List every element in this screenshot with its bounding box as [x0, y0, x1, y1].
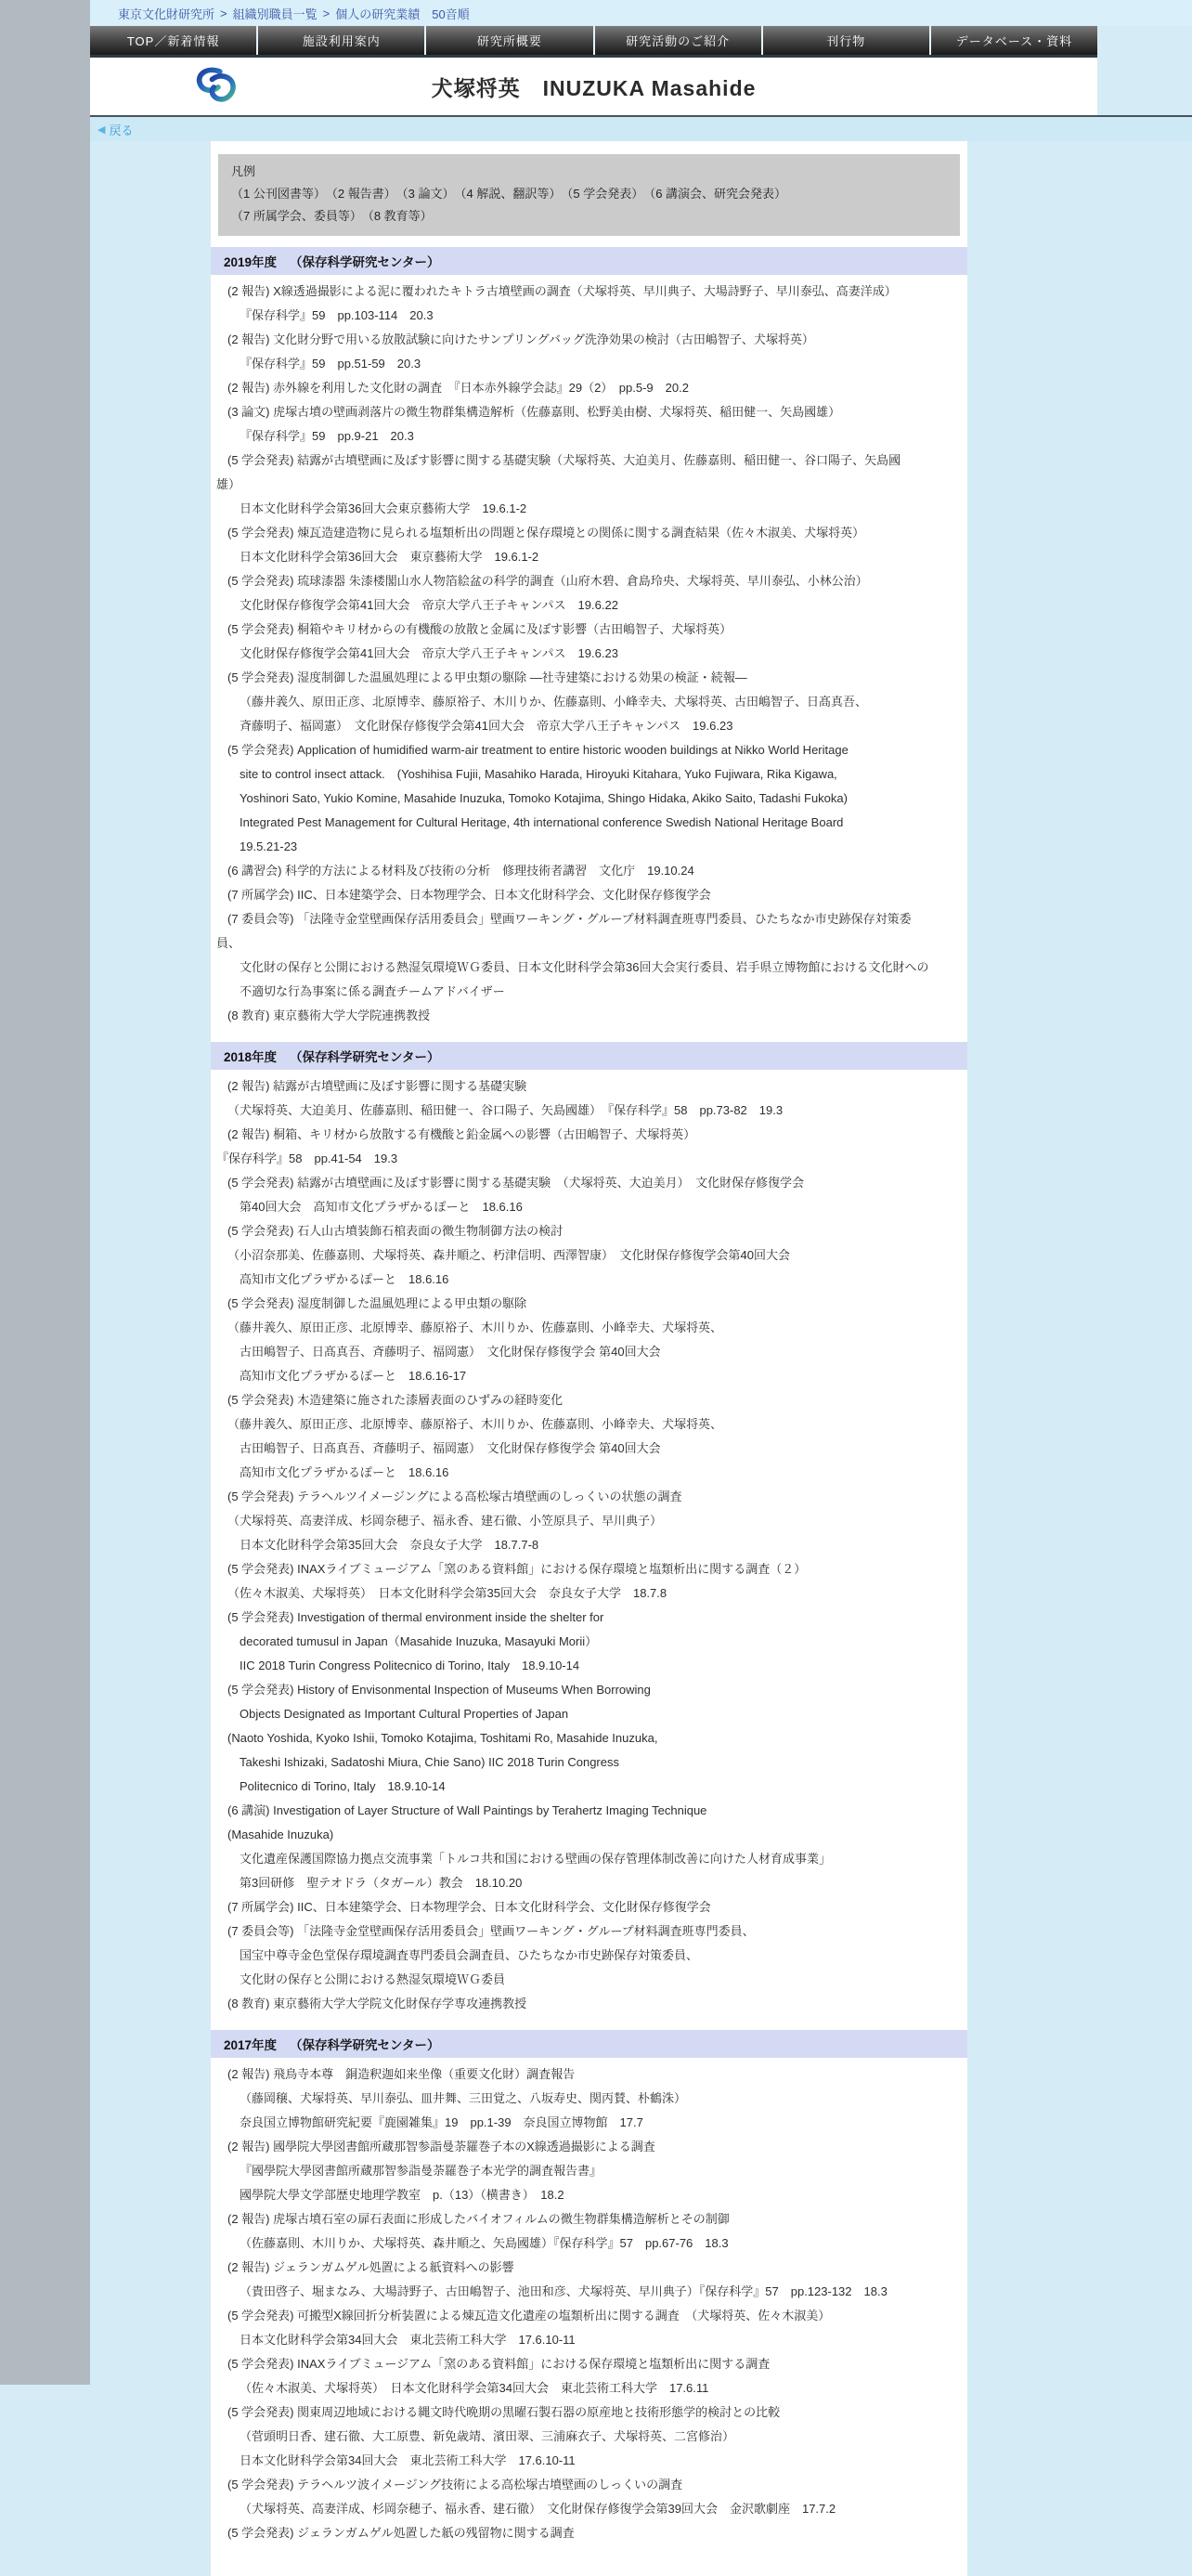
publication-line: 『國學院大學図書館所蔵那智参詣曼荼羅巻子本光学的調査報告書』 — [240, 2164, 602, 2178]
publication-line: (5 学会発表) Investigation of thermal environment inside the shelter for — [227, 1610, 604, 1624]
back-link[interactable] — [97, 121, 133, 138]
publication-line: 日本文化財科学会第35回大会 奈良女子大学 18.7.7-8 — [240, 1538, 539, 1552]
publication-line: (2 報告) 虎塚古墳石室の扉石表面に形成したバイオフィルムの微生物群集構造解析とその制御 — [227, 2212, 730, 2226]
page-content — [90, 0, 1192, 2576]
publication-line: 古田嶋智子、日髙真吾、斉藤明子、福岡憲） 文化財保存修復学会 第40回大会 — [240, 1441, 661, 1455]
publication-line: (3 論文) 虎塚古墳の壁画剥落片の微生物群集構造解析（佐藤嘉則、松野美由樹、犬塚将英、稲田健一、矢島國雄） — [227, 405, 841, 419]
publication-line: (2 報告) 赤外線を利用した文化財の調査 『日本赤外線学会誌』29（2） pp.5-9 20.2 — [227, 381, 689, 395]
legend-line: （1 公刊図書等） （2 報告書） （3 論文） （4 解説、翻訳等） （5 学会発表） （6 講演会、研究会発表） — [231, 187, 787, 201]
main-nav — [90, 26, 1097, 55]
publications-panel — [211, 141, 967, 2576]
publication-line: (Masahide Inuzuka) — [227, 1828, 334, 1841]
year-label: 2017年度 — [224, 2038, 278, 2052]
back-bar — [90, 115, 1192, 141]
publication-line: 第40回大会 高知市文化プラザかるぽーと 18.6.16 — [240, 1200, 523, 1214]
page-left-margin — [0, 0, 90, 2385]
publication-line: 國學院大學文学部歴史地理学教室 p.（13）（横書き） 18.2 — [240, 2188, 564, 2202]
publication-line: 不適切な行為事案に係る調査チームアドバイザー — [240, 984, 505, 998]
publication-line: (5 学会発表) 結露が古墳壁画に及ぼす影響に関する基礎実験 （犬塚将英、大迫美月） 文化財保存修復学会 — [227, 1176, 805, 1190]
publication-line: (5 学会発表) 桐箱やキリ材からの有機酸の放散と金属に及ぼす影響（古田嶋智子、犬塚将英） — [227, 622, 732, 636]
publication-line: Yoshinori Sato, Yukio Komine, Masahide Inuzuka, Tomoko Kotajima, Shingo Hidaka, Akiko Saito, Tadashi Fukoka) — [240, 791, 848, 805]
publication-line: (5 学会発表) Application of humidified warm-air treatment to entire historic wooden buildings at Nikko World Heritage — [227, 743, 849, 757]
page-title: 犬塚将英 INUZUKA Masahide — [431, 75, 757, 100]
publication-line: （藤井義久、原田正彦、北原博幸、藤原裕子、木川りか、佐藤嘉則、小峰幸夫、犬塚将英、古田嶋智子、日髙真吾、 — [240, 695, 868, 709]
publication-line: (8 教育) 東京藝術大学大学院連携教授 — [227, 1008, 431, 1022]
publication-line: site to control insect attack. (Yoshihisa Fujii, Masahiko Harada, Hiroyuki Kitahara, Yuko Fujiwara, Rika Kigawa, — [240, 767, 837, 781]
site-header — [90, 58, 1097, 115]
publication-line: 雄） — [216, 477, 241, 491]
publication-line: (2 報告) 飛鳥寺本尊 銅造釈迦如来坐像（重要文化財）調査報告 — [227, 2067, 576, 2081]
publication-line: 日本文化財科学会第36回大会東京藝術大学 19.6.1-2 — [240, 501, 527, 515]
publication-line: （藤岡穣、犬塚将英、早川泰弘、皿井舞、三田覚之、八坂寿史、関丙賛、朴鶴洙） — [240, 2091, 687, 2105]
back-label: 戻る — [109, 123, 134, 137]
publication-line: (5 学会発表) 石人山古墳装飾石棺表面の微生物制御方法の検討 — [227, 1224, 564, 1238]
publication-line: 19.5.21-23 — [240, 839, 298, 853]
publication-line: （貴田啓子、堀まなみ、大場詩野子、古田嶋智子、池田和彦、犬塚将英、早川典子）『保存科学』57 pp.123-132 18.3 — [240, 2284, 888, 2298]
legend-line: （7 所属学会、委員等） （8 教育等） — [231, 209, 433, 223]
publication-line: (7 委員会等) 「法隆寺金堂壁画保存活用委員会」壁画ワーキング・グループ材料調査班専門委員、ひたちなか市史跡保存対策委 — [227, 912, 912, 926]
affiliation-label: （保存科学研究センター） — [290, 1050, 440, 1064]
back-arrow-icon: ◀ — [97, 124, 106, 136]
publication-line: 文化遺産保護国際協力拠点交流事業「トルコ共和国における壁画の保存管理体制改善に向けた人材育成事業」 — [240, 1852, 832, 1866]
publication-line: 日本文化財科学会第36回大会 東京藝術大学 19.6.1-2 — [240, 550, 539, 564]
publication-line: decorated tumusul in Japan（Masahide Inuzuka, Masayuki Morii） — [240, 1634, 598, 1648]
publication-line: 『保存科学』58 pp.41-54 19.3 — [216, 1151, 398, 1165]
legend-title: 凡例 — [231, 164, 256, 178]
publication-line: (6 講演) Investigation of Layer Structure of Wall Paintings by Terahertz Imaging Technique — [227, 1803, 707, 1817]
publication-line: （小沼奈那美、佐藤嘉則、犬塚将英、森井順之、朽津信明、西澤智康） 文化財保存修復学会第40回大会 — [227, 1248, 790, 1262]
publication-line: 文化財保存修復学会第41回大会 帝京大学八王子キャンパス 19.6.23 — [240, 646, 618, 660]
breadcrumb-separator: > — [322, 6, 330, 20]
publication-line: (5 学会発表) INAXライブミュージアム「窯のある資料館」における保存環境と塩類析出に関する調査（２） — [227, 1562, 807, 1576]
publication-line: (2 報告) X線透過撮影による泥に覆われたキトラ古墳壁画の調査（犬塚将英、早川典子、大場詩野子、早川泰弘、高妻洋成） — [227, 284, 897, 298]
publication-line: IIC 2018 Turin Congress Politecnico di Torino, Italy 18.9.10-14 — [240, 1659, 580, 1672]
publication-line: Integrated Pest Management for Cultural Heritage, 4th international conference Swedish National Heritage Board — [240, 815, 844, 829]
publication-line: Takeshi Ishizaki, Sadatoshi Miura, Chie Sano) IIC 2018 Turin Congress — [240, 1755, 619, 1769]
year-section — [211, 2030, 967, 2548]
affiliation-label: （保存科学研究センター） — [290, 255, 440, 269]
nav-tab-5[interactable]: 刊行物 — [763, 26, 929, 55]
publication-line: 文化財保存修復学会第41回大会 帝京大学八王子キャンパス 19.6.22 — [240, 598, 618, 612]
publication-line: 員、 — [216, 936, 241, 950]
publication-line: 『保存科学』59 pp.103-114 20.3 — [240, 308, 434, 322]
publication-line: 古田嶋智子、日髙真吾、斉藤明子、福岡憲） 文化財保存修復学会 第40回大会 — [240, 1345, 661, 1359]
publication-line: （菅頭明日香、建石徹、大工原豊、新免歳靖、濱田翠、三浦麻衣子、犬塚将英、二宮修治） — [240, 2429, 735, 2443]
year-label: 2018年度 — [224, 1050, 278, 1064]
publication-line: （佐々木淑美、犬塚将英） 日本文化財科学会第34回大会 東北芸術工科大学 17.6.11 — [240, 2381, 709, 2395]
publication-line: 『保存科学』59 pp.51-59 20.3 — [240, 357, 421, 371]
nav-tab-3[interactable]: 研究所概要 — [426, 26, 592, 55]
publication-line: 高知市文化プラザかるぽーと 18.6.16 — [240, 1465, 449, 1479]
publication-sections — [211, 247, 967, 2548]
year-section-header — [211, 1042, 967, 1070]
publication-line: (5 学会発表) テラヘルツ波イメージング技術による高松塚古墳壁画のしっくいの調査 — [227, 2478, 683, 2491]
publication-line: 『保存科学』59 pp.9-21 20.3 — [240, 429, 414, 443]
publication-line: 高知市文化プラザかるぽーと 18.6.16 — [240, 1272, 449, 1286]
publication-lines — [211, 275, 967, 1031]
publication-line: 高知市文化プラザかるぽーと 18.6.16-17 — [240, 1369, 467, 1383]
publication-line: (7 委員会等) 「法隆寺金堂壁画保存活用委員会」壁画ワーキング・グループ材料調査班専門委員、 — [227, 1924, 755, 1938]
main-nav-wrapper — [90, 26, 1097, 58]
publication-line: (7 所属学会) IIC、日本建築学会、日本物理学会、日本文化財科学会、文化財保存修復学会 — [227, 888, 711, 902]
affiliation-label: （保存科学研究センター） — [290, 2038, 440, 2052]
publication-line: Politecnico di Torino, Italy 18.9.10-14 — [240, 1779, 446, 1793]
breadcrumb-separator: > — [220, 6, 227, 20]
publication-line: (2 報告) ジェランガムゲル処置による紙資料への影響 — [227, 2260, 514, 2274]
publication-line: (2 報告) 桐箱、キリ材から放散する有機酸と鉛金属への影響（古田嶋智子、犬塚将英） — [227, 1127, 696, 1141]
legend-box — [218, 154, 960, 236]
breadcrumb-link[interactable]: 個人の研究業績 50音順 — [335, 7, 470, 21]
publication-line: 奈良国立博物館研究紀要『鹿園雑集』19 pp.1-39 奈良国立博物館 17.7 — [240, 2115, 643, 2129]
publication-line: (5 学会発表) 木造建築に施された漆層表面のひずみの経時変化 — [227, 1393, 564, 1407]
publication-line: (5 学会発表) 湿度制御した温風処理による甲虫類の駆除 ―社寺建築における効果の検証・続報― — [227, 670, 747, 684]
publication-line: (5 学会発表) 結露が古墳壁画に及ぼす影響に関する基礎実験（犬塚将英、大迫美月、佐藤嘉則、稲田健一、谷口陽子、矢島國 — [227, 453, 901, 467]
publication-line: （藤井義久、原田正彦、北原博幸、藤原裕子、木川りか、佐藤嘉則、小峰幸夫、犬塚将英、 — [227, 1417, 723, 1431]
year-section-header — [211, 247, 967, 275]
publication-line: 国宝中尊寺金色堂保存環境調査専門委員会調査員、ひたちなか市史跡保存対策委員、 — [240, 1948, 699, 1962]
publication-lines — [211, 1070, 967, 2019]
nav-tab-1[interactable]: TOP／新着情報 — [90, 26, 256, 55]
publication-line: (5 学会発表) ジェランガムゲル処置した紙の残留物に関する調査 — [227, 2526, 575, 2540]
publication-line: (5 学会発表) 可搬型X線回折分析装置による煉瓦造文化遺産の塩類析出に関する調査 （犬塚将英、佐々木淑美） — [227, 2309, 831, 2322]
publication-line: (6 講習会) 科学的方法による材料及び技術の分析 修理技術者講習 文化庁 19.10.24 — [227, 864, 694, 878]
publication-line: (2 報告) 結露が古墳壁画に及ぼす影響に関する基礎実験 — [227, 1079, 527, 1093]
publication-line: (2 報告) 國學院大學図書館所蔵那智参詣曼荼羅巻子本のX線透過撮影による調査 — [227, 2140, 655, 2153]
publication-line: 第3回研修 聖テオドラ（タガール）教会 18.10.20 — [240, 1876, 523, 1890]
breadcrumb-link[interactable]: 組織別職員一覧 — [232, 7, 317, 21]
publication-line: （犬塚将英、高妻洋成、杉岡奈穂子、福永香、建石徹） 文化財保存修復学会第39回大会 金沢歌劇座 17.7.2 — [240, 2502, 836, 2516]
publication-line: 斉藤明子、福岡憲） 文化財保存修復学会第41回大会 帝京大学八王子キャンパス 19.6.23 — [240, 719, 733, 733]
breadcrumb — [90, 0, 1192, 26]
publication-line: Objects Designated as Important Cultural Properties of Japan — [240, 1707, 569, 1721]
year-section-header — [211, 2030, 967, 2058]
year-section — [211, 247, 967, 1031]
year-section — [211, 1042, 967, 2019]
publication-line: （犬塚将英、高妻洋成、杉岡奈穂子、福永香、建石徹、小笠原具子、早川典子） — [227, 1514, 663, 1528]
publication-lines — [211, 2058, 967, 2548]
publication-line: 日本文化財科学会第34回大会 東北芸術工科大学 17.6.10-11 — [240, 2333, 576, 2347]
publication-line: (7 所属学会) IIC、日本建築学会、日本物理学会、日本文化財科学会、文化財保存修復学会 — [227, 1900, 711, 1914]
publication-line: （犬塚将英、大迫美月、佐藤嘉則、稲田健一、谷口陽子、矢島國雄） 『保存科学』58 pp.73-82 19.3 — [227, 1103, 784, 1117]
publication-line: 日本文化財科学会第34回大会 東北芸術工科大学 17.6.10-11 — [240, 2453, 576, 2467]
publication-line: (5 学会発表) テラヘルツイメージングによる高松塚古墳壁画のしっくいの状態の調査 — [227, 1490, 682, 1503]
publication-line: （佐藤嘉則、木川りか、犬塚将英、森井順之、矢島國雄）『保存科学』57 pp.67-76 18.3 — [240, 2236, 729, 2250]
publication-line: (5 学会発表) INAXライブミュージアム「窯のある資料館」における保存環境と塩類析出に関する調査 — [227, 2357, 771, 2371]
publication-line: (5 学会発表) History of Envisonmental Inspection of Museums When Borrowing — [227, 1683, 651, 1697]
breadcrumb-link[interactable]: 東京文化財研究所 — [118, 7, 215, 21]
nav-tab-2[interactable]: 施設利用案内 — [258, 26, 424, 55]
publication-line: (2 報告) 文化財分野で用いる放散試験に向けたサンプリングバッグ洗浄効果の検討（古田嶋智子、犬塚将英） — [227, 332, 814, 346]
nav-tab-4[interactable]: 研究活動のご紹介 — [595, 26, 761, 55]
publication-line: (5 学会発表) 煉瓦造建造物に見られる塩類析出の問題と保存環境との関係に関する調査結果（佐々木淑美、犬塚将英） — [227, 526, 865, 540]
nav-tab-6[interactable]: データベース・資料 — [931, 26, 1097, 55]
publication-line: (5 学会発表) 湿度制御した温風処理による甲虫類の駆除 — [227, 1296, 527, 1310]
publication-line: 文化財の保存と公開における熱湿気環境ＷＧ委員、日本文化財科学会第36回大会実行委員、岩手県立博物館における文化財への — [240, 960, 929, 974]
publication-line: 文化財の保存と公開における熱湿気環境ＷＧ委員 — [240, 1972, 506, 1986]
publication-line: (8 教育) 東京藝術大学大学院文化財保存学専攻連携教授 — [227, 1997, 527, 2010]
publication-line: (5 学会発表) 琉球漆器 朱漆楼閣山水人物箔絵盆の科学的調査（山府木碧、倉島玲央、犬塚将英、早川泰弘、小林公治） — [227, 574, 868, 588]
publication-line: （佐々木淑美、犬塚将英） 日本文化財科学会第35回大会 奈良女子大学 18.7.8 — [227, 1586, 667, 1600]
year-label: 2019年度 — [224, 255, 278, 269]
publication-line: (5 学会発表) 関東周辺地域における縄文時代晩期の黒曜石製石器の原産地と技術形態学的検討との比較 — [227, 2405, 781, 2419]
publication-line: （藤井義久、原田正彦、北原博幸、藤原裕子、木川りか、佐藤嘉則、小峰幸夫、犬塚将英、 — [227, 1321, 723, 1334]
publication-line: (Naoto Yoshida, Kyoko Ishii, Tomoko Kotajima, Toshitami Ro, Masahide Inuzuka, — [227, 1731, 658, 1745]
